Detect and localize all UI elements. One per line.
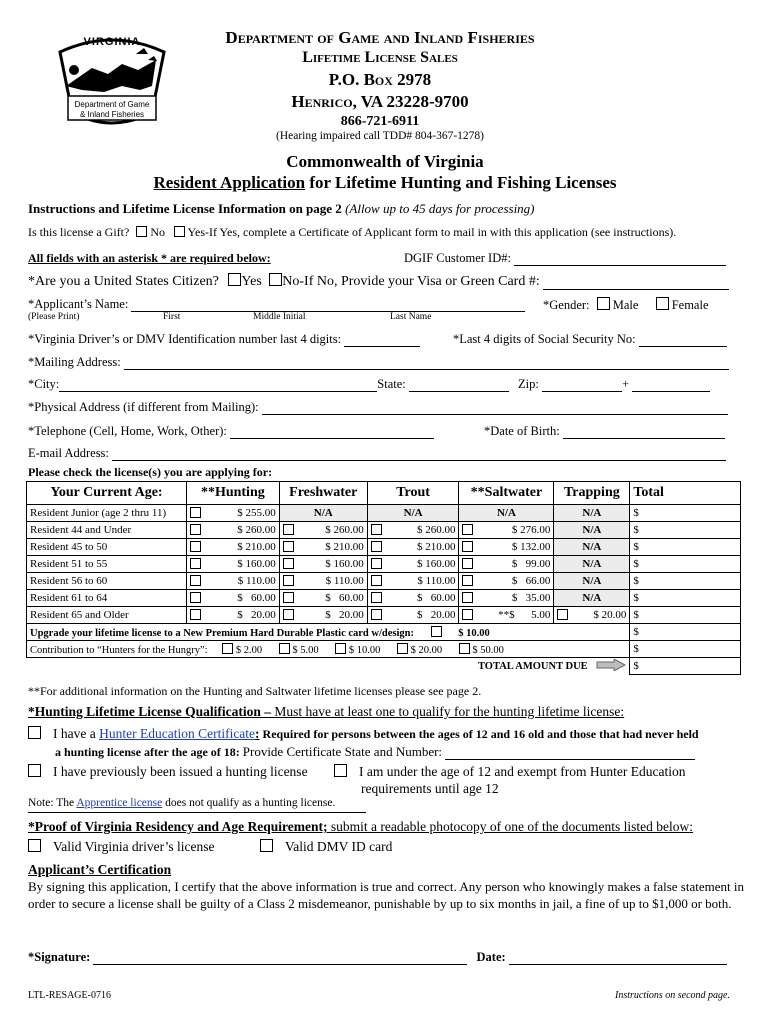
upgrade-label: Upgrade your lifetime license to a New Premium Hard Durable Plastic card w/design:	[30, 627, 414, 639]
saltwater-price-cell	[459, 590, 554, 607]
dgif-id-field[interactable]	[514, 265, 726, 266]
note-pre: Note: The	[28, 797, 77, 809]
applicant-label: *Applicant’s Name:	[28, 297, 129, 311]
visa-field[interactable]	[543, 289, 729, 290]
col-trout: Trout	[367, 482, 459, 505]
total-cell[interactable]: $	[630, 522, 741, 539]
hunting-qual-title-rest: Must have at least one to qualify for the hunting lifetime license:	[274, 704, 625, 719]
hunter-ed-bold: Required for persons between the ages of 12 and 16 old and those that had never held	[259, 727, 699, 741]
hunting-price-cell	[186, 573, 279, 590]
saltwater-price: $ 132.00	[511, 540, 551, 553]
header-dept: Department of Game and Inland Fisheries	[225, 28, 535, 47]
hunter-ed-checkbox[interactable]	[28, 726, 41, 739]
hunting-checkbox[interactable]	[190, 524, 201, 535]
header-city: Henrico, VA 23228-9700	[291, 92, 469, 111]
trout-price-cell	[367, 607, 459, 624]
freshwater-checkbox[interactable]	[283, 541, 294, 552]
residency-title	[28, 819, 693, 835]
contribution-total[interactable]: $	[630, 641, 741, 658]
dob-field[interactable]	[563, 438, 725, 439]
trout-checkbox[interactable]	[371, 592, 382, 603]
dgif-logo	[52, 30, 172, 130]
zip-label: Zip:	[517, 377, 539, 391]
saltwater-price-cell	[459, 573, 554, 590]
contribution-label: Contribution to “Hunters for the Hungry”:	[30, 644, 208, 656]
instructions-bold: Instructions and Lifetime License Information on page 2	[28, 201, 346, 216]
trapping-na-label: N/A	[582, 575, 602, 587]
trapping-price: $ 20.00	[593, 608, 627, 621]
hunting-price-cell	[186, 607, 279, 624]
table-row	[27, 539, 741, 556]
residency-title-rest: submit a readable photocopy of one of the documents listed below:	[330, 819, 694, 834]
contribution-2: $ 2.00	[235, 644, 263, 656]
total-row	[27, 658, 741, 675]
saltwater-na-cell	[459, 505, 554, 522]
upgrade-price: $ 10.00	[458, 627, 490, 639]
col-total: Total	[630, 482, 741, 505]
apprentice-link[interactable]: Apprentice license	[76, 797, 163, 809]
residency-opt2	[260, 839, 392, 855]
mailing-label: *Mailing Address:	[28, 355, 121, 369]
name-print-hint: (Please Print)	[28, 312, 80, 322]
logo-top-text: VIRGINIA	[83, 36, 141, 48]
total-amount[interactable]: $	[630, 658, 741, 675]
table-row	[27, 590, 741, 607]
drivers-license-label: Valid Virginia driver’s license	[53, 839, 215, 854]
trout-price-cell	[367, 539, 459, 556]
phone-field[interactable]	[230, 438, 434, 439]
trout-price: $ 110.00	[417, 574, 456, 587]
email-label: E-mail Address:	[28, 446, 109, 460]
contribution-row	[27, 641, 741, 658]
trapping-na-label: N/A	[582, 524, 602, 536]
citizen-row	[28, 273, 729, 290]
prev-license-checkbox[interactable]	[28, 764, 41, 777]
prev-license-label: I have previously been issued a hunting license	[53, 764, 308, 779]
citizen-yes-label: Yes	[241, 274, 262, 289]
age-cell: Resident 45 to 50	[27, 539, 187, 556]
drivers-license-checkbox[interactable]	[28, 839, 41, 852]
header-box: P.O. Box 2978	[328, 70, 432, 89]
city-label: *City:	[28, 377, 60, 391]
note-post: does not qualify as a hunting license.	[162, 797, 336, 809]
dob-label: *Date of Birth:	[484, 424, 560, 438]
saltwater-price: **$ 5.00	[498, 608, 551, 621]
hunting-price-cell	[186, 539, 279, 556]
hunting-price-cell	[186, 590, 279, 607]
hunting-checkbox[interactable]	[190, 609, 201, 620]
city-field[interactable]	[59, 391, 377, 392]
state-label: State:	[377, 377, 406, 391]
city-row	[28, 377, 710, 392]
hunting-price-cell	[186, 522, 279, 539]
trout-price-cell	[367, 522, 459, 539]
hunting-price: $ 210.00	[237, 540, 276, 553]
dmv-id-label: Valid DMV ID card	[285, 839, 393, 854]
trapping-na-cell	[554, 522, 630, 539]
hunting-price: $ 20.00	[237, 608, 276, 621]
header-tdd: (Hearing impaired call TDD# 804-367-1278)	[275, 130, 484, 142]
hunting-opt3-line2: requirements until age 12	[361, 781, 499, 796]
saltwater-checkbox[interactable]	[462, 575, 473, 586]
hunting-opt2	[28, 764, 308, 780]
hunting-checkbox[interactable]	[190, 507, 201, 518]
freshwater-price: $ 160.00	[325, 557, 364, 570]
trout-checkbox[interactable]	[371, 609, 382, 620]
freshwater-na-label: N/A	[313, 507, 333, 519]
hunter-ed-link[interactable]: Hunter Education Certificate	[99, 726, 256, 741]
trout-price: $ 20.00	[416, 608, 456, 621]
hunting-opt3	[334, 764, 686, 780]
saltwater-price: $ 66.00	[511, 574, 551, 587]
header-phone: 866-721-6911	[340, 114, 420, 129]
saltwater-checkbox[interactable]	[462, 609, 473, 620]
trout-price: $ 260.00	[416, 523, 456, 536]
total-cell[interactable]: $	[630, 539, 741, 556]
instructions-italic: (Allow up to 45 days for processing)	[345, 201, 535, 216]
hunting-checkbox[interactable]	[190, 541, 201, 552]
age-cell: Resident Junior (age 2 thru 11)	[27, 505, 187, 522]
email-field[interactable]	[112, 460, 726, 461]
dmv-field[interactable]	[344, 346, 420, 347]
age-cell: Resident 44 and Under	[27, 522, 187, 539]
trapping-na-label: N/A	[582, 592, 602, 604]
hunting-price: $ 160.00	[237, 557, 276, 570]
gift-no-checkbox[interactable]	[136, 226, 147, 237]
dgif-label: DGIF Customer ID#:	[404, 251, 511, 265]
physical-field[interactable]	[262, 414, 728, 415]
trout-price: $ 210.00	[416, 540, 456, 553]
trapping-na-label: N/A	[582, 541, 602, 553]
freshwater-checkbox[interactable]	[283, 609, 294, 620]
table-header-row	[27, 482, 741, 505]
trapping-na-label: N/A	[582, 507, 602, 519]
ssn-field[interactable]	[639, 346, 727, 347]
phone-label: *Telephone (Cell, Home, Work, Other):	[28, 424, 227, 438]
trout-price: $ 60.00	[416, 591, 456, 604]
check-label: Please check the license(s) you are applying for:	[28, 465, 273, 479]
license-table	[26, 481, 741, 675]
arrow-right-icon	[596, 659, 626, 674]
logo-sub-text-1: Department of Game	[74, 100, 150, 109]
dgif-row	[404, 251, 726, 266]
residency-opt1	[28, 839, 215, 855]
date-field[interactable]	[509, 964, 727, 965]
name-first-hint: First	[163, 312, 181, 322]
hunting-price: $ 255.00	[237, 506, 276, 519]
email-row	[28, 446, 726, 461]
date-label: Date:	[476, 950, 506, 964]
total-cell[interactable]: $	[630, 573, 741, 590]
hunting-price: $ 260.00	[237, 523, 276, 536]
name-last-hint: Last Name	[390, 312, 432, 322]
table-row	[27, 522, 741, 539]
trapping-na-cell	[554, 573, 630, 590]
signature-label: *Signature:	[28, 950, 91, 964]
age-cell: Resident 61 to 64	[27, 590, 187, 607]
mailing-field[interactable]	[124, 369, 729, 370]
trout-checkbox[interactable]	[371, 541, 382, 552]
contribution-50: $ 50.00	[472, 644, 504, 656]
gender-male-label: Male	[612, 298, 639, 312]
freshwater-price: $ 110.00	[325, 574, 364, 587]
saltwater-price-cell	[459, 607, 554, 624]
citizen-label: *Are you a United States Citizen?	[28, 274, 219, 289]
saltwater-price-cell	[459, 556, 554, 573]
required-row	[28, 251, 271, 266]
gift-yes-label: Yes-If Yes, complete a Certificate of Applicant form to mail in with this application (see instructions).	[187, 225, 677, 239]
title-rest: for Lifetime Hunting and Fishing Licenses	[305, 173, 617, 192]
hunting-qual-title	[28, 704, 624, 720]
freshwater-price-cell	[279, 590, 367, 607]
hunting-checkbox[interactable]	[190, 592, 201, 603]
certificate-number-field[interactable]	[445, 759, 695, 760]
zip4-field[interactable]	[632, 391, 710, 392]
table-row	[27, 573, 741, 590]
freshwater-price: $ 260.00	[325, 523, 364, 536]
trapping-checkbox[interactable]	[557, 609, 568, 620]
age-cell: Resident 65 and Older	[27, 607, 187, 624]
residency-title-bold: *Proof of Virginia Residency and Age Requirement;	[28, 819, 331, 834]
freshwater-price: $ 20.00	[325, 608, 364, 621]
col-trapping: Trapping	[554, 482, 630, 505]
upgrade-row	[27, 624, 741, 641]
saltwater-checkbox[interactable]	[462, 592, 473, 603]
age-cell: Resident 51 to 55	[27, 556, 187, 573]
citizen-no-label: No-If No, Provide your Visa or Green Card #:	[282, 274, 540, 289]
trapping-price-cell	[554, 607, 630, 624]
certification-body: By signing this application, I certify that the above information is true and correct. Any person who knowingly makes a false statement in order to secure a license shall be guilty of a Class 2 misdemeanor, punishable by up to six months in jail, a fine of up to $1,000 or both.	[28, 879, 744, 911]
hunter-ed-line2-bold: a hunting license after the age of 18:	[55, 745, 243, 759]
freshwater-checkbox[interactable]	[283, 558, 294, 569]
freshwater-price-cell	[279, 607, 367, 624]
col-freshwater: Freshwater	[279, 482, 367, 505]
table-row	[27, 607, 741, 624]
contribution-20: $ 20.00	[410, 644, 443, 656]
trapping-na-cell	[554, 539, 630, 556]
trapping-na-cell	[554, 505, 630, 522]
col-hunting: **Hunting	[186, 482, 279, 505]
title-line1: Commonwealth of Virginia	[286, 152, 484, 171]
instructions	[28, 201, 535, 217]
signature-row	[28, 950, 727, 965]
gender-female-label: Female	[671, 298, 709, 312]
upgrade-total[interactable]: $	[630, 624, 741, 641]
gender-female-checkbox[interactable]	[656, 297, 669, 310]
age-cell: Resident 56 to 60	[27, 573, 187, 590]
freshwater-checkbox[interactable]	[283, 575, 294, 586]
trout-checkbox[interactable]	[371, 575, 382, 586]
gift-row	[28, 225, 676, 240]
saltwater-na-label: N/A	[496, 507, 516, 519]
saltwater-price: $ 35.00	[511, 591, 551, 604]
trapping-na-label: N/A	[582, 558, 602, 570]
trout-price: $ 160.00	[416, 557, 456, 570]
trout-price-cell	[367, 590, 459, 607]
contribution-50-checkbox[interactable]	[459, 643, 470, 654]
required-label: All fields with an asterisk * are required below:	[28, 251, 271, 265]
gift-yes-checkbox[interactable]	[174, 226, 185, 237]
hunting-opt1	[28, 726, 699, 742]
total-cell[interactable]: $	[630, 590, 741, 607]
saltwater-price: $ 276.00	[511, 523, 551, 536]
col-age: Your Current Age:	[27, 482, 187, 505]
freshwater-price-cell	[279, 573, 367, 590]
trapping-na-cell	[554, 590, 630, 607]
hunting-checkbox[interactable]	[190, 575, 201, 586]
certification-title: Applicant’s Certification	[28, 862, 172, 877]
hunter-ed-pre: I have a	[53, 726, 100, 741]
footer-note: Instructions on second page.	[615, 990, 730, 1001]
divider	[28, 812, 366, 813]
saltwater-note: **For additional information on the Hunting and Saltwater lifetime licenses please see page 2.	[28, 684, 482, 698]
footer-code: LTL-RESAGE-0716	[28, 990, 111, 1001]
gender-male-checkbox[interactable]	[597, 297, 610, 310]
freshwater-price: $ 60.00	[325, 591, 364, 604]
total-label: TOTAL AMOUNT DUE	[477, 660, 588, 672]
dob-row	[484, 424, 725, 439]
apprentice-note	[28, 797, 335, 809]
phone-row	[28, 424, 434, 439]
name-middle-hint: Middle Initial	[253, 312, 306, 322]
contribution-10-checkbox[interactable]	[335, 643, 346, 654]
contribution-5: $ 5.00	[292, 644, 319, 656]
saltwater-price-cell	[459, 522, 554, 539]
contribution-5-checkbox[interactable]	[279, 643, 290, 654]
trout-price-cell	[367, 573, 459, 590]
state-field[interactable]	[409, 391, 509, 392]
contribution-2-checkbox[interactable]	[222, 643, 233, 654]
trout-na-cell	[367, 505, 459, 522]
hunting-qual-title-bold: *Hunting Lifetime License Qualification –	[28, 704, 275, 719]
dmv-label: *Virginia Driver’s or DMV Identification number last 4 digits:	[28, 332, 342, 346]
ssn-row	[453, 332, 727, 347]
ssn-label: *Last 4 digits of Social Security No:	[453, 332, 636, 346]
hunting-price: $ 110.00	[237, 574, 276, 587]
hunting-checkbox[interactable]	[190, 558, 201, 569]
logo-sub-text-2: & Inland Fisheries	[79, 110, 145, 119]
zip-field[interactable]	[542, 391, 622, 392]
hunting-opt1-line2	[55, 744, 695, 760]
freshwater-price-cell	[279, 522, 367, 539]
total-cell[interactable]: $	[630, 556, 741, 573]
signature-field[interactable]	[93, 964, 467, 965]
trout-checkbox[interactable]	[371, 524, 382, 535]
freshwater-price-cell	[279, 556, 367, 573]
table-row	[27, 505, 741, 522]
contribution-10: $ 10.00	[348, 644, 381, 656]
citizen-no-checkbox[interactable]	[269, 273, 282, 286]
citizen-yes-checkbox[interactable]	[228, 273, 241, 286]
physical-row	[28, 400, 728, 415]
hunting-price-cell	[186, 556, 279, 573]
freshwater-price: $ 210.00	[325, 540, 364, 553]
trapping-na-cell	[554, 556, 630, 573]
gender-label: *Gender:	[543, 298, 590, 312]
physical-label: *Physical Address (if different from Mailing):	[28, 400, 259, 414]
hunting-price-cell	[186, 505, 279, 522]
dmv-id-checkbox[interactable]	[260, 839, 273, 852]
upgrade-checkbox[interactable]	[431, 626, 442, 637]
trout-checkbox[interactable]	[371, 558, 382, 569]
zip-plus: +	[621, 377, 630, 391]
freshwater-price-cell	[279, 539, 367, 556]
title-underlined: Resident Application	[153, 173, 306, 192]
applicant-row	[28, 297, 525, 312]
under-12-checkbox[interactable]	[334, 764, 347, 777]
saltwater-checkbox[interactable]	[462, 541, 473, 552]
contribution-20-checkbox[interactable]	[397, 643, 408, 654]
dmv-row	[28, 332, 420, 347]
gift-label: Is this license a Gift?	[28, 225, 130, 239]
hunting-price: $ 60.00	[237, 591, 276, 604]
gift-no-label: No	[150, 225, 165, 239]
total-cell[interactable]: $	[630, 607, 741, 624]
saltwater-price: $ 99.00	[511, 557, 551, 570]
title-line2	[0, 173, 770, 193]
trout-price-cell	[367, 556, 459, 573]
col-saltwater: **Saltwater	[459, 482, 554, 505]
header-sales: Lifetime License Sales	[302, 49, 458, 66]
under-12-label-1: I am under the age of 12 and exempt from Hunter Education	[359, 764, 686, 779]
hunter-ed-colon: :	[255, 726, 260, 741]
applicant-name-field[interactable]	[131, 311, 525, 312]
freshwater-checkbox[interactable]	[283, 592, 294, 603]
mailing-row	[28, 355, 729, 370]
hunter-ed-line2-rest: Provide Certificate State and Number:	[242, 744, 443, 759]
saltwater-price-cell	[459, 539, 554, 556]
saltwater-checkbox[interactable]	[462, 524, 473, 535]
freshwater-na-cell	[279, 505, 367, 522]
trout-na-label: N/A	[403, 507, 423, 519]
gender-row	[543, 297, 709, 313]
table-row	[27, 556, 741, 573]
total-cell[interactable]: $	[630, 505, 741, 522]
saltwater-checkbox[interactable]	[462, 558, 473, 569]
freshwater-checkbox[interactable]	[283, 524, 294, 535]
